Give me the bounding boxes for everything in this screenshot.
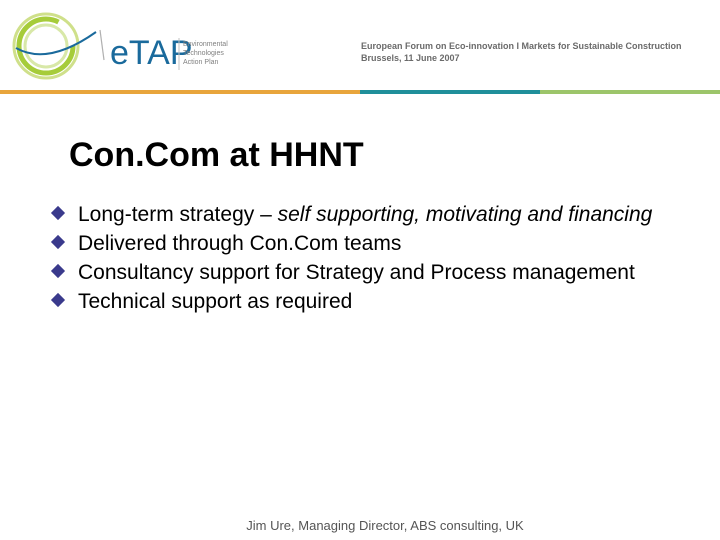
logo-subtitle (183, 40, 253, 67)
bullet-text-italic: self supporting, motivating and financing (277, 203, 653, 226)
slide-footer: Jim Ure, Managing Director, ABS consulting, UK (246, 518, 524, 533)
diamond-bullet-icon (51, 293, 65, 307)
event-info (361, 40, 682, 64)
event-title: European Forum on Eco-innovation I Markets for Sustainable Construction (361, 41, 682, 51)
bullet-text: Delivered through Con.Com teams (78, 232, 402, 255)
stripe-green (540, 90, 720, 94)
slide-title: Con.Com at HHNT (69, 136, 364, 174)
logo-subtitle-line: Environmental (183, 41, 228, 48)
bullet-text: Long-term strategy – (78, 203, 278, 226)
diamond-bullet-icon (51, 264, 65, 278)
bullet-list (50, 203, 690, 319)
bullet-text: Technical support as required (78, 290, 353, 313)
bullet-text: Consultancy support for Strategy and Process management (78, 261, 635, 284)
logo-subtitle-line: Action Plan (183, 59, 219, 66)
logo-wordmark: eTAP (110, 34, 193, 72)
logo-subtitle-line: Technologies (183, 50, 224, 57)
bullet-item (50, 261, 690, 284)
event-place-date: Brussels, 11 June 2007 (361, 53, 460, 63)
header-color-stripes (0, 90, 720, 94)
stripe-orange (0, 90, 360, 94)
slide-header (0, 0, 720, 90)
bullet-item (50, 203, 690, 226)
bullet-item (50, 232, 690, 255)
diamond-bullet-icon (51, 206, 65, 220)
stripe-teal (360, 90, 540, 94)
diamond-bullet-icon (51, 235, 65, 249)
bullet-item (50, 290, 690, 313)
